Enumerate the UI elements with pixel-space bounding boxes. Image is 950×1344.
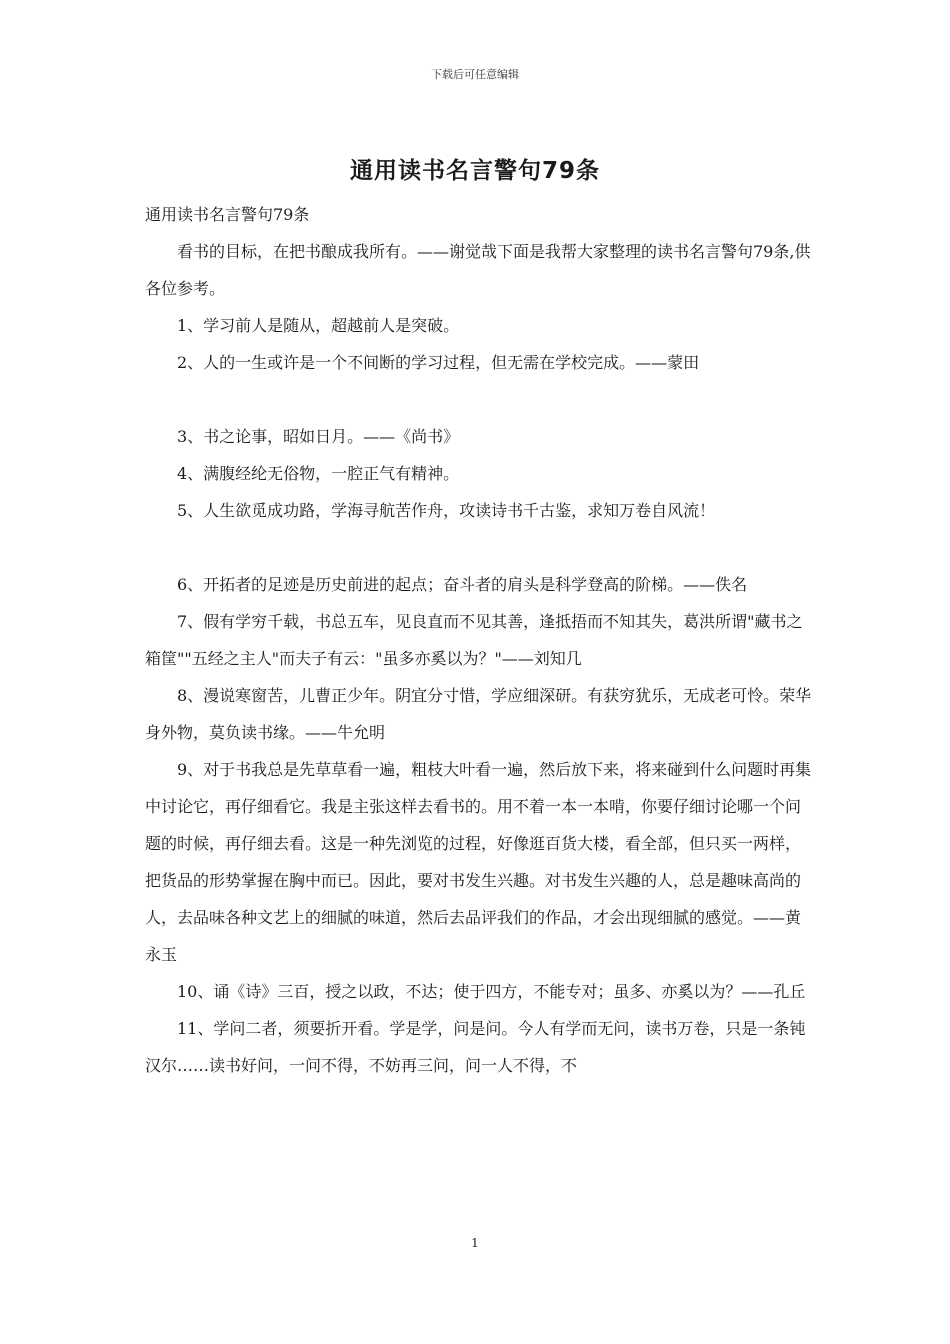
quote-item-1: 1、学习前人是随从，超越前人是突破。: [177, 316, 460, 335]
quote-item-7: 7、假有学穷千载，书总五车，见良直而不见其善，逢抵捂而不知其失，葛洪所谓"藏书之箱筐""五经之主人"而夫子有云："虽多亦奚以为？"——刘知几: [145, 612, 803, 668]
header-note: 下载后可任意编辑: [431, 68, 519, 81]
quote-item-4: 4、满腹经纶无俗物，一腔正气有精神。: [177, 464, 460, 483]
page-number: 1: [471, 1236, 479, 1250]
quote-item-9: 9、对于书我总是先草草看一遍，粗枝大叶看一遍，然后放下来，将来碰到什么问题时再集中讨论它，再仔细看它。我是主张这样去看书的。用不着一本一本啃，你要仔细讨论哪一个问题的时候，再仔细去看。这是一种先浏览的过程，好像逛百货大楼，看全部，但只买一两样，把货品的形势掌握在胸中而已。因此，要对书发生兴趣。对书发生兴趣的人，总是趣味高尚的人，去品味各种文艺上的细腻的味道，然后去品评我们的作品，才会出现细腻的感觉。——黄永玉: [145, 760, 812, 964]
document-title: 通用读书名言警句79条: [349, 158, 600, 184]
quote-item-5: 5、人生欲觅成功路，学海寻航苦作舟，攻读诗书千古鉴，求知万卷自风流！: [177, 501, 716, 520]
quote-item-3: 3、书之论事，昭如日月。——《尚书》: [177, 427, 460, 446]
quote-item-11: 11、学问二者，须要折开看。学是学，问是问。今人有学而无问，读书万卷，只是一条钝汉尔……读书好问，一问不得，不妨再三问，问一人不得，不: [145, 1019, 806, 1075]
intro-paragraph: 看书的目标，在把书酿成我所有。——谢觉哉下面是我帮大家整理的读书名言警句79条,供各位参考。: [145, 242, 811, 298]
document-body: [145, 196, 813, 1084]
quote-item-8: 8、漫说寒窗苦，儿曹正少年。阴宜分寸惜，学应细深研。有获穷犹乐，无成老可怜。荣华身外物，莫负读书缘。——牛允明: [145, 686, 812, 742]
quote-item-6: 6、开拓者的足迹是历史前进的起点；奋斗者的肩头是科学登高的阶梯。——佚名: [177, 575, 748, 594]
quote-item-10: 10、诵《诗》三百，授之以政，不达；使于四方，不能专对；虽多、亦奚以为？——孔丘: [177, 982, 806, 1001]
quote-item-2: 2、人的一生或许是一个不间断的学习过程，但无需在学校完成。——蒙田: [177, 353, 700, 372]
subtitle-line: 通用读书名言警句79条: [145, 205, 310, 224]
